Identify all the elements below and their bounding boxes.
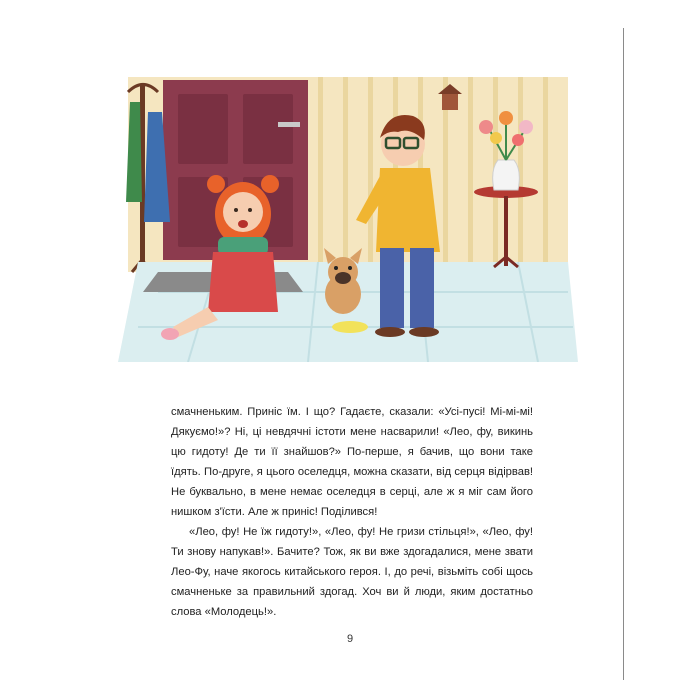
story-text [171, 402, 533, 622]
puddle [332, 321, 368, 333]
vase [493, 160, 520, 190]
page-edge-line [623, 28, 624, 680]
page-number: 9 [346, 633, 354, 645]
paragraph-1: смачненьким. Приніс їм. І що? Гадаєте, сказали: «Усі-пусі! Мі-мі-мі! Дякуємо!»? Ні, ці невдячні істоти мене насварили! «Лео, фу, викинь цю гидоту! Де ти її знайшов?» По-перше, я бачив, що вони таке їдять. По-друге, я цього оселедця, можна сказати, від серця відірвав! Не буквально, в мене немає оселедця в серці, але ж я міг сам його нишком з'їсти. Але ж приніс! Поділився! [171, 406, 533, 518]
door-handle [278, 122, 300, 127]
paragraph-2: «Лео, фу! Не їж гидоту!», «Лео, фу! Не гризи стільця!», «Лео, фу! Ти знову напукав!». Бачите? Тож, як ви вже здогадалися, мене звати Лео-Фу, наче якогось китайського героя. І, до речі, візьміть собі щось смачненьке за правильний здогад. Хоч ви й люди, яким достатньо слова «Молодець!». [171, 526, 533, 618]
dog [324, 248, 362, 314]
illustration [118, 72, 578, 362]
